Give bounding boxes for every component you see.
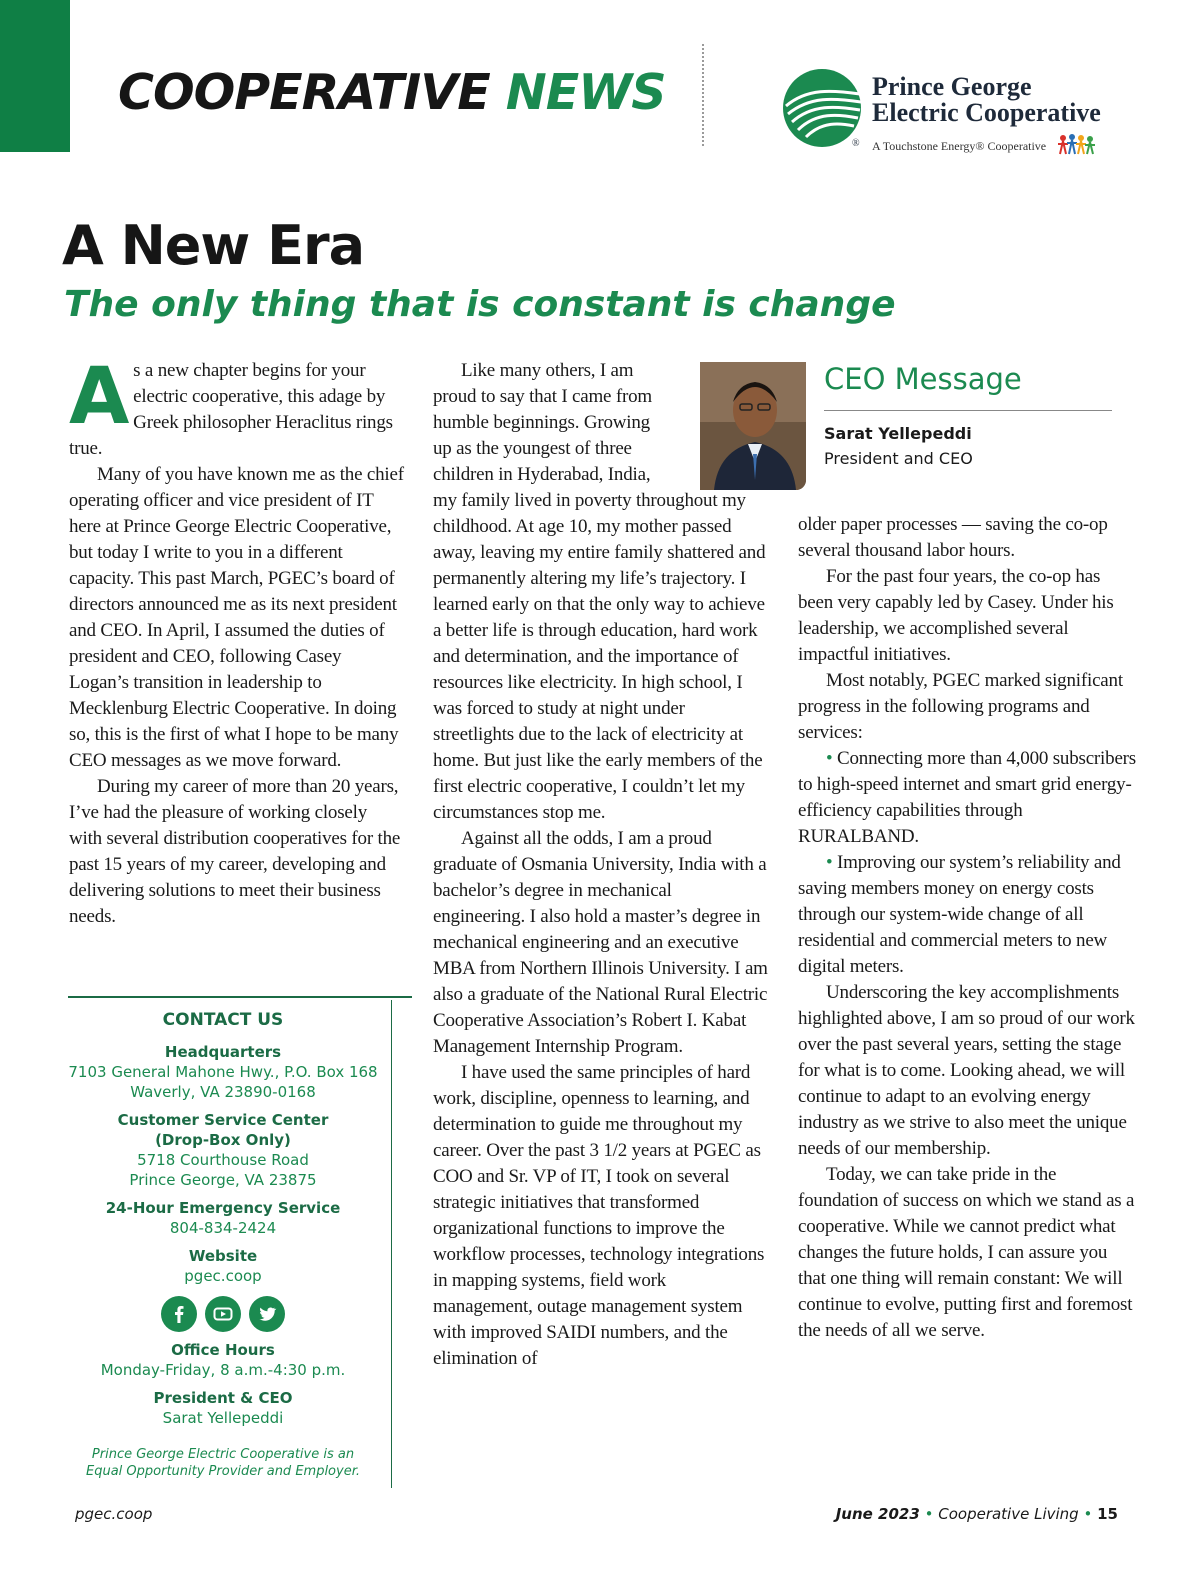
paragraph: Most notably, PGEC marked significant progress in the following programs and services:: [798, 670, 1123, 743]
logo-name-line1: Prince George: [872, 72, 1032, 101]
bullet-item: [798, 850, 1136, 980]
ceo-portrait-image: [700, 362, 806, 490]
masthead: [118, 64, 666, 121]
pgec-globe-icon: [782, 68, 862, 148]
bullet-text: Improving our system’s reliability and saving members money on energy costs through our system-wide change of all residential and commercial meters to new digital meters.: [798, 852, 1121, 977]
contact-heading: CONTACT US: [162, 1010, 284, 1030]
website-label: Website: [188, 1247, 258, 1265]
contact-box: [68, 1010, 378, 1480]
csc-address-line2: Prince George, VA 23875: [129, 1171, 317, 1189]
contact-top-rule: [68, 996, 412, 998]
footer-separator: •: [1083, 1505, 1093, 1523]
pgec-logo: [782, 64, 1102, 164]
eeo-line2: Equal Opportunity Provider and Employer.: [86, 1464, 360, 1479]
paragraph: I have used the same principles of hard work, discipline, openness to learning, and determination to guide me throughout my career. Over the past 3 1/2 years at PGEC as COO and Sr. VP of IT, I took on several strategic initiatives that transformed organizational functions to improve the workflow processes, technology integrations in mapping systems, field work management, outage management system with improved SAIDI numbers, and the elimination of: [433, 1062, 765, 1369]
ceo-role: President and CEO: [824, 449, 973, 468]
facebook-icon[interactable]: [161, 1296, 197, 1332]
csc-label-note: (Drop-Box Only): [155, 1131, 291, 1149]
footer-date: June 2023: [835, 1505, 920, 1523]
masthead-word-cooperative: COOPERATIVE: [118, 64, 490, 121]
header-green-bar: [0, 0, 70, 152]
contact-side-rule: [391, 1000, 392, 1488]
bullet-icon: •: [826, 852, 833, 873]
eeo-statement: [68, 1446, 378, 1480]
page-number: 15: [1097, 1505, 1118, 1523]
hq-address-line1: 7103 General Mahone Hwy., P.O. Box 168: [68, 1063, 378, 1081]
touchstone-people-icon: [1057, 132, 1095, 158]
bullet-text: Connecting more than 4,000 subscribers to high-speed internet and smart grid energy-efficiency capabilities through RURALBAND.: [798, 748, 1136, 847]
logo-registered-mark: ®: [852, 138, 860, 149]
header-divider: [702, 44, 704, 146]
youtube-icon[interactable]: [205, 1296, 241, 1332]
footer-issue-info: [836, 1505, 1118, 1523]
article-column-3: [798, 512, 1136, 1344]
csc-label: Customer Service Center: [117, 1111, 329, 1129]
website-link[interactable]: pgec.coop: [184, 1267, 262, 1285]
paragraph: Underscoring the key accomplishments highlighted above, I am so proud of our work over the past several years, setting the stage for what is to come. Looking ahead, we will continue to adapt to an evolving energy industry as we strive to also meet the unique needs of our membership.: [798, 982, 1135, 1159]
social-links: [68, 1296, 378, 1332]
logo-name-line2: Electric Cooperative: [872, 98, 1101, 127]
emergency-label: 24-Hour Emergency Service: [105, 1199, 341, 1217]
csc-address-line1: 5718 Courthouse Road: [137, 1151, 309, 1169]
eeo-line1: Prince George Electric Cooperative is an: [91, 1447, 355, 1462]
president-name: Sarat Yellepeddi: [162, 1409, 284, 1427]
hq-label: Headquarters: [164, 1043, 282, 1061]
paragraph: Many of you have known me as the chief operating officer and vice president of IT here at Prince George Electric Cooperative, but today I write to you in a different capacity. This past March, PGEC’s board of directors announced me as its next president and CEO. In April, I assumed the duties of president and CEO, following Casey Logan’s transition in leadership to Mecklenburg Electric Cooperative. In doing so, this is the first of what I hope to be many CEO messages as we move forward.: [69, 464, 404, 771]
paragraph: Today, we can take pride in the foundation of success on which we stand as a cooperative. While we cannot predict what changes the future holds, I can assure you that one thing will remain constant: We will continue to evolve, putting first and foremost the needs of all we serve.: [798, 1164, 1135, 1341]
ceo-portrait: [700, 362, 806, 490]
paragraph: During my career of more than 20 years, I’ve had the pleasure of working closely with several distribution cooperatives for the past 15 years of my career, developing and delivering solutions to meet their business needs.: [69, 776, 401, 927]
footer-magazine: Cooperative Living: [938, 1505, 1079, 1523]
hours-value: Monday-Friday, 8 a.m.-4:30 p.m.: [100, 1361, 346, 1379]
paragraph-text: s a new chapter begins for your electric cooperative, this adage by Greek philosopher Heraclitus rings true.: [69, 360, 393, 459]
masthead-word-news: NEWS: [505, 64, 666, 121]
logo-name: [872, 74, 1101, 126]
ceo-name: Sarat Yellepeddi: [824, 424, 972, 443]
footer-website[interactable]: pgec.coop: [75, 1505, 153, 1523]
hq-address-line2: Waverly, VA 23890-0168: [130, 1083, 316, 1101]
emergency-phone[interactable]: 804-834-2424: [169, 1219, 277, 1237]
bullet-icon: •: [826, 748, 833, 769]
paragraph: [69, 352, 404, 462]
twitter-icon[interactable]: [249, 1296, 285, 1332]
footer-separator: •: [924, 1505, 934, 1523]
article-column-2: [433, 358, 768, 1372]
hours-label: Office Hours: [171, 1341, 275, 1359]
drop-cap: A: [69, 352, 130, 442]
article-column-1: [69, 352, 404, 930]
ceo-message-title: CEO Message: [824, 362, 1022, 396]
paragraph: Like many others, I am proud to say that I came from humble beginnings. Growing up as the youngest of three children in Hyderabad, India, my family lived in poverty throughout my childhood. At age 10, my mother passed away, leaving my entire family shattered and permanently altering my life’s trajectory. I learned early on that the only way to achieve a better life is through education, hard work and determination, and the importance of resources like electricity. In high school, I was forced to study at night under streetlights due to the lack of electricity at home. But just like the early members of the first electric cooperative, I couldn’t let my circumstances stop me.: [433, 360, 766, 823]
bullet-item: [798, 746, 1136, 850]
article-title: A New Era: [62, 214, 365, 277]
logo-tagline: A Touchstone Energy® Cooperative: [872, 139, 1047, 153]
paragraph: For the past four years, the co-op has been very capably led by Casey. Under his leadership, we accomplished several impactful initiatives.: [798, 566, 1114, 665]
ceo-message-rule: [824, 410, 1112, 411]
paragraph: older paper processes — saving the co-op several thousand labor hours.: [798, 514, 1108, 561]
paragraph: Against all the odds, I am a proud graduate of Osmania University, India with a bachelor’s degree in mechanical engineering. I also hold a master’s degree in mechanical engineering and an executive MBA from Northern Illinois University. I am also a graduate of the National Rural Electric Cooperative Association’s Robert I. Kabat Management Internship Program.: [433, 828, 768, 1057]
article-subtitle: The only thing that is constant is change: [64, 284, 896, 325]
president-label: President & CEO: [153, 1389, 293, 1407]
